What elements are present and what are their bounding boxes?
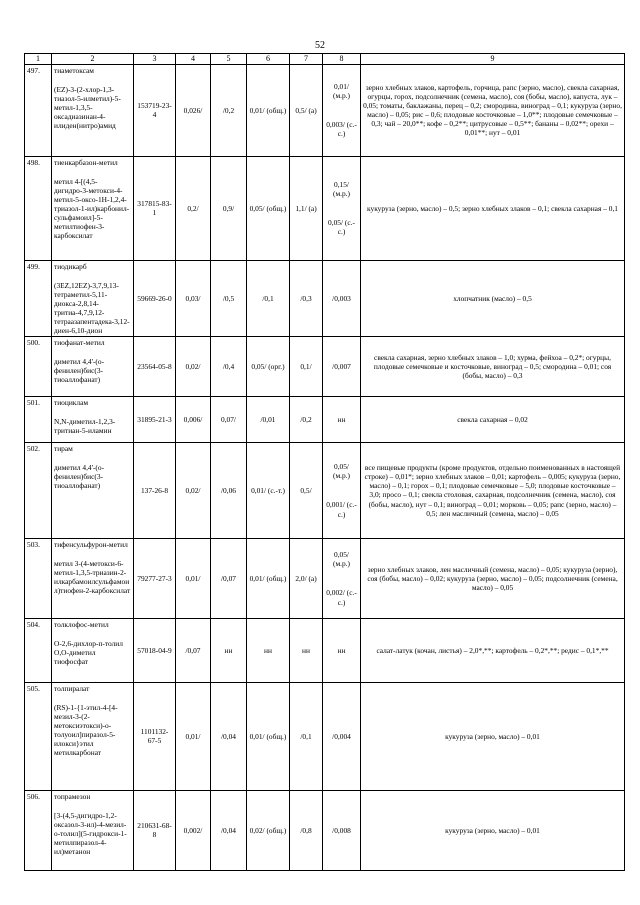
table-row	[25, 336, 625, 396]
substance-cell	[52, 618, 134, 682]
col6-value: 0,01/ (с.-т.)	[247, 442, 290, 538]
row-number: 499.	[25, 260, 52, 336]
chemical-name: (EZ)-3-(2-хлор-1,3-тиазол-5-илметил)-5-метил-1,3,5-оксадиазинан-4-илиден(нитро)амид	[54, 84, 121, 130]
cas-number: 57018-04-9	[134, 618, 176, 682]
chemical-name: диметил 4,4'-(о-фенилен)бис(3-тиоаллофанат)	[54, 357, 105, 385]
col7-value: /0,8	[290, 790, 323, 870]
col8-cell	[323, 538, 361, 618]
table-row	[25, 682, 625, 790]
table-row	[25, 442, 625, 538]
col6-value: 0,01/ (общ.)	[247, 64, 290, 156]
col5-value: /0,2	[211, 64, 247, 156]
row-number: 505.	[25, 682, 52, 790]
col5-value: /0,04	[211, 790, 247, 870]
residue-limits: хлопчатник (масло) – 0,5	[361, 260, 625, 336]
table-row	[25, 790, 625, 870]
col8-value-b: 0,003/ (с.-с.)	[326, 120, 357, 139]
col8-value-a: 0,15/ (м.р.)	[333, 180, 350, 199]
pesticide-table	[24, 53, 625, 871]
chemical-name: диметил 4,4'-(о-фенилен)бис(3-тиоаллофанат)	[54, 463, 105, 491]
page-number: 52	[315, 40, 325, 51]
row-number: 503.	[25, 538, 52, 618]
cas-number: 31895-21-3	[134, 396, 176, 442]
substance-name: тиофанат-метил	[54, 337, 105, 347]
residue-limits: кукуруза (зерно, масло) – 0,01	[361, 682, 625, 790]
col8-value-b: 0,05/ (с.-с.)	[328, 218, 355, 237]
row-number: 504.	[25, 618, 52, 682]
table-row	[25, 260, 625, 336]
col6-value: 0,02/ (общ.)	[247, 790, 290, 870]
col8-cell	[323, 442, 361, 538]
cas-number: 23564-05-8	[134, 336, 176, 396]
col4-value: 0,026/	[176, 64, 211, 156]
col8-value-a: /0,007	[332, 361, 351, 371]
col8-cell	[323, 790, 361, 870]
header-cell: 1	[25, 54, 52, 65]
row-number: 497.	[25, 64, 52, 156]
col4-value: 0,02/	[176, 442, 211, 538]
chemical-name: метил 4-[(4,5-дигидро-3-метокси-4-метил-5-оксо-1H-1,2,4-триазол-1-ил)карбонил-сульфамоил]-5-метилтиофен-3-карбоксилат	[54, 176, 130, 240]
substance-name: толпиралат	[54, 683, 90, 693]
row-number: 506.	[25, 790, 52, 870]
col8-cell	[323, 682, 361, 790]
chemical-name: метил 3-(4-метокси-6-метил-1,3,5-триазин-2-илкарбамоилсульфамоил)тиофен-2-карбоксилат	[54, 559, 131, 596]
col4-value: 0,2/	[176, 156, 211, 260]
header-cell: 6	[247, 54, 290, 65]
col4-value: 0,006/	[176, 396, 211, 442]
residue-limits: салат-латук (кочан, листья) – 2,0*,**; картофель – 0,2*,**; редис – 0,1*,**	[361, 618, 625, 682]
col8-cell	[323, 156, 361, 260]
cas-number: 210631-68-8	[134, 790, 176, 870]
substance-cell	[52, 156, 134, 260]
residue-limits: свекла сахарная, зерно хлебных злаков – 1,0; хурма, фейхоа – 0,2*; огурцы, плодовые семечковые и косточковые, виноград – 0,5; смородина – 0,01; соя (бобы, масло) – 0,3	[361, 336, 625, 396]
table-row	[25, 396, 625, 442]
substance-cell	[52, 682, 134, 790]
col5-value: нн	[211, 618, 247, 682]
header-cell: 8	[323, 54, 361, 65]
col7-value: /0,2	[290, 396, 323, 442]
header-cell: 3	[134, 54, 176, 65]
col6-value: 0,05/ (орг.)	[247, 336, 290, 396]
residue-limits: все пищевые продукты (кроме продуктов, отдельно поименованных в настоящей строке) – 0,01*; зерно хлебных злаков – 0,01; картофель – 0,005; кукуруза (зерно, масло) – 0,1; горох – 0,1; плодовые семечковые – 5,0; плодовые косточковые – 3,0; просо – 0,1; свекла столовая, сахарная, подсолнечник (семена, масло), соя (бобы, масло), нут – 0,1; виноград – 0,01; морковь – 0,05; рапс (зерно, масло) – 0,5; лен масличный (семена, масло) – 0,05	[361, 442, 625, 538]
table-row	[25, 618, 625, 682]
residue-limits: зерно хлебных злаков, картофель, горчица, рапс (зерно, масло), свекла сахарная, огурцы, горох, подсолнечник (семена, масло), соя (бобы, масло), капуста, лук – 0,05; томаты, баклажаны, перец – 0,2; смородина, виноград – 0,1; кукуруза (зерно, масло) – 0,05; рис – 0,6; плодовые косточковые – 1,0**; плодовые семечковые – 0,3; чай – 20,0**; кофе – 0,2**; цитрусовые – 0,5**; бананы – 0,02**; орехи – 0,01**; нут – 0,01	[361, 64, 625, 156]
header-cell: 5	[211, 54, 247, 65]
substance-name: тирам	[54, 443, 73, 453]
table-row	[25, 156, 625, 260]
col8-value-a: 0,01/ (м.р.)	[333, 82, 350, 101]
row-number: 500.	[25, 336, 52, 396]
substance-cell	[52, 336, 134, 396]
table-row	[25, 64, 625, 156]
col5-value: 0,9/	[211, 156, 247, 260]
substance-cell	[52, 396, 134, 442]
col8-value-a: 0,05/ (м.р.)	[333, 462, 350, 481]
col6-value: 0,01/ (общ.)	[247, 538, 290, 618]
residue-limits: зерно хлебных злаков, лен масличный (семена, масло) – 0,05; кукуруза (зерно), соя (бобы, масло) – 0,02; кукуруза (зерно, масло) – 0,05; подсолнечник (семена, масло) – 0,05	[361, 538, 625, 618]
col8-value-a: /0,004	[332, 731, 351, 741]
header-cell: 7	[290, 54, 323, 65]
col7-value: 0,5/ (а)	[290, 64, 323, 156]
cas-number: 317815-83-1	[134, 156, 176, 260]
col6-value: /0,01	[247, 396, 290, 442]
col6-value: 0,05/ (общ.)	[247, 156, 290, 260]
col4-value: 0,002/	[176, 790, 211, 870]
chemical-name: (3EZ,12EZ)-3,7,9,13-тетраметил-5,11-диокса-2,8,14-тритиа-4,7,9,12-тетраазапентадека-3,12-диен-6,10-дион	[54, 280, 130, 335]
substance-name: топрамезон	[54, 791, 91, 801]
cas-number: 79277-27-3	[134, 538, 176, 618]
row-number: 501.	[25, 396, 52, 442]
col8-value-a: /0,008	[332, 825, 351, 835]
substance-cell	[52, 442, 134, 538]
col7-value: 1,1/ (а)	[290, 156, 323, 260]
chemical-name: O-2,6-дихлор-п-толил O,O-диметил тиофосфат	[54, 639, 123, 667]
row-number: 502.	[25, 442, 52, 538]
cas-number: 137-26-8	[134, 442, 176, 538]
residue-limits: кукуруза (зерно, масло) – 0,5; зерно хлебных злаков – 0,1; свекла сахарная – 0,1	[361, 156, 625, 260]
cas-number: 153719-23-4	[134, 64, 176, 156]
col7-value: нн	[290, 618, 323, 682]
row-number: 498.	[25, 156, 52, 260]
col6-value: /0,1	[247, 260, 290, 336]
col7-value: /0,1	[290, 682, 323, 790]
substance-cell	[52, 64, 134, 156]
chemical-name: [3-(4,5-дигидро-1,2-оксазол-3-ил)-4-мезил-о-толил](5-гидрокси-1-метилпиразол-4-ил)метанон	[54, 811, 127, 857]
substance-cell	[52, 260, 134, 336]
col4-value: 0,02/	[176, 336, 211, 396]
col8-value-a: нн	[337, 414, 346, 424]
chemical-name: (RS)-1-{1-этил-4-[4-мезил-3-(2-метоксиэтокси)-о-толуоил]пиразол-5-илокси}этил метилкарбонат	[54, 703, 118, 758]
substance-name: тифенсульфурон-метил	[54, 539, 128, 549]
col4-value: 0,03/	[176, 260, 211, 336]
col8-cell	[323, 260, 361, 336]
table-row	[25, 538, 625, 618]
col5-value: /0,06	[211, 442, 247, 538]
col7-value: 0,5/	[290, 442, 323, 538]
header-cell: 9	[361, 54, 625, 65]
table-header-row	[25, 54, 625, 65]
col4-value: 0,01/	[176, 682, 211, 790]
cas-number: 59669-26-0	[134, 260, 176, 336]
substance-name: тиенкарбазон-метил	[54, 157, 118, 167]
col4-value: /0,07	[176, 618, 211, 682]
residue-limits: кукуруза (зерно, масло) – 0,01	[361, 790, 625, 870]
cas-number: 1101132-67-5	[134, 682, 176, 790]
col8-value-b: 0,002/ (с.-с.)	[326, 588, 357, 607]
col6-value: 0,01/ (общ.)	[247, 682, 290, 790]
col8-value-a: 0,05/ (м.р.)	[333, 550, 350, 569]
substance-name: тиаметоксам	[54, 65, 94, 75]
col8-cell	[323, 336, 361, 396]
col5-value: /0,07	[211, 538, 247, 618]
substance-cell	[52, 538, 134, 618]
residue-limits: свекла сахарная – 0,02	[361, 396, 625, 442]
col5-value: /0,4	[211, 336, 247, 396]
col6-value: нн	[247, 618, 290, 682]
col8-value-b: 0,001/ (с.-с.)	[326, 500, 357, 519]
substance-cell	[52, 790, 134, 870]
header-cell: 4	[176, 54, 211, 65]
col8-value-a: нн	[337, 645, 346, 655]
col8-cell	[323, 618, 361, 682]
header-cell: 2	[52, 54, 134, 65]
col5-value: 0,07/	[211, 396, 247, 442]
col5-value: /0,5	[211, 260, 247, 336]
col7-value: 2,0/ (а)	[290, 538, 323, 618]
chemical-name: N,N-диметил-1,2,3-тритиан-5-иламин	[54, 417, 116, 436]
substance-name: тиоциклам	[54, 397, 89, 407]
col7-value: /0,3	[290, 260, 323, 336]
col8-cell	[323, 396, 361, 442]
substance-name: толклофос-метил	[54, 619, 109, 629]
col8-cell	[323, 64, 361, 156]
substance-name: тиодикарб	[54, 261, 87, 271]
col5-value: /0,04	[211, 682, 247, 790]
col8-value-a: /0,003	[332, 293, 351, 303]
col4-value: 0,01/	[176, 538, 211, 618]
col7-value: 0,1/	[290, 336, 323, 396]
